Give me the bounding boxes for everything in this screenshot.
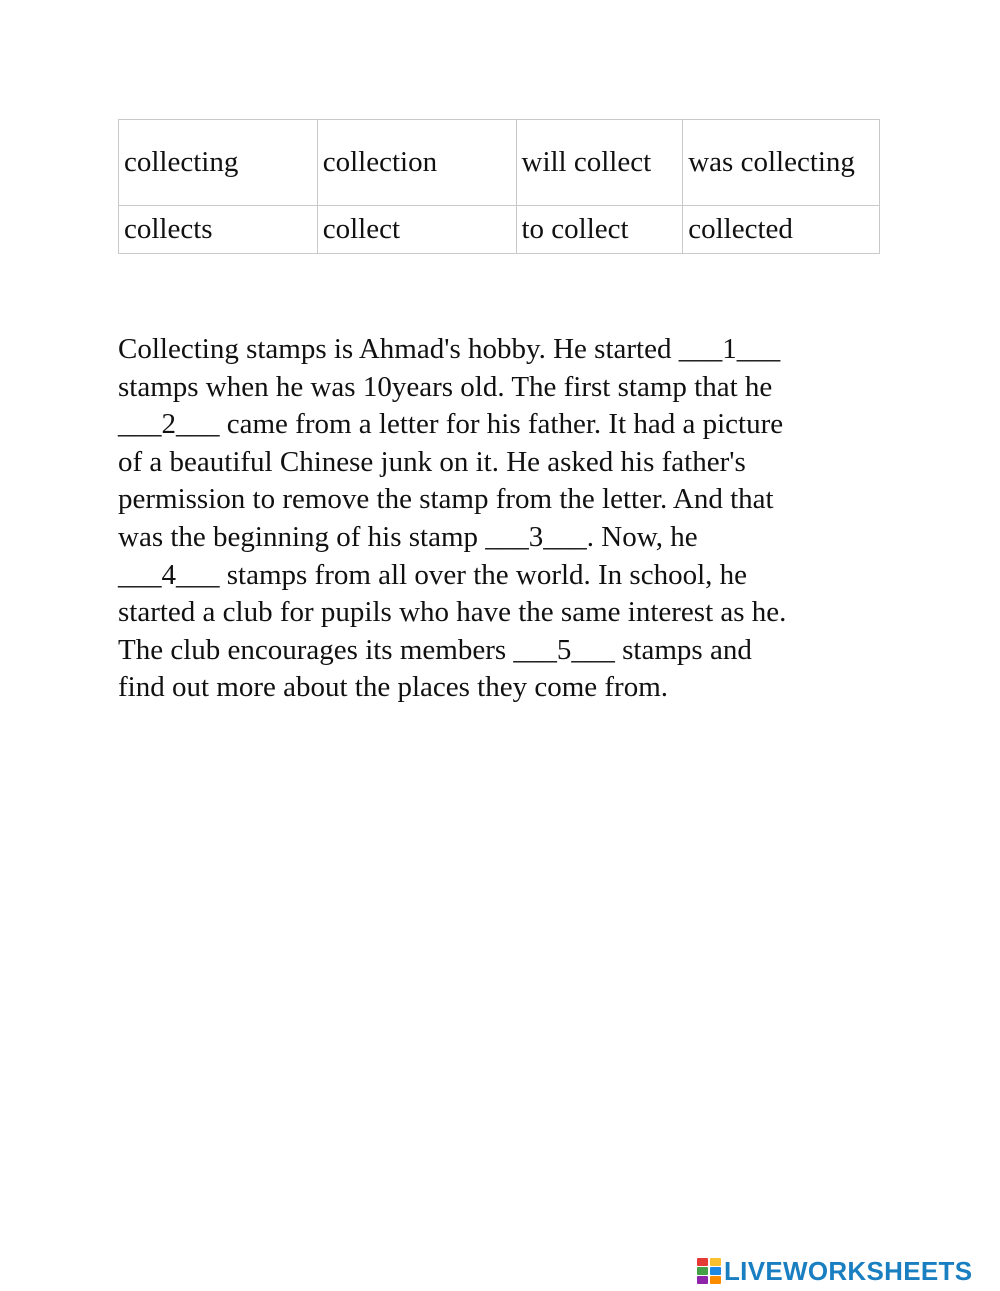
table-cell: was collecting	[683, 120, 880, 206]
table-row	[119, 206, 880, 254]
table-cell: will collect	[516, 120, 683, 206]
liveworksheets-logo-icon	[697, 1258, 721, 1284]
table-cell: to collect	[516, 206, 683, 254]
liveworksheets-brand	[697, 1257, 972, 1285]
table-cell: collecting	[119, 120, 318, 206]
table-cell: collection	[317, 120, 516, 206]
table-cell: collect	[317, 206, 516, 254]
brand-name: LIVEWORKSHEETS	[724, 1255, 973, 1286]
table-row	[119, 120, 880, 206]
cloze-passage: Collecting stamps is Ahmad's hobby. He started ___1___ stamps when he was 10years old. The first stamp that he ___2___ came from a letter for his father. It had a picture of a beautiful Chinese junk on it. He asked his father's permission to remove the stamp from the letter. And that was the beginning of his stamp ___3___. Now, he ___4___ stamps from all over the world. In school, he started a club for pupils who have the same interest as he. The club encourages its members ___5___ stamps and find out more about the places they come from.	[118, 333, 787, 704]
table-cell: collects	[119, 206, 318, 254]
word-bank-table	[118, 119, 880, 254]
table-cell: collected	[683, 206, 880, 254]
